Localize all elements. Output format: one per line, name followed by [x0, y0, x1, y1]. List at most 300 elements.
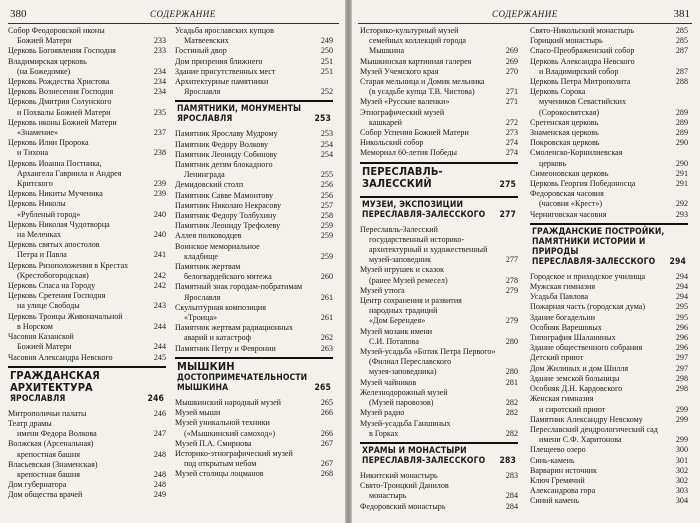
toc-entry-title: Старая мельница и Домик мельника — [360, 77, 485, 87]
toc-entry — [360, 316, 518, 326]
toc-entry-title: Музей утюга — [360, 285, 405, 295]
toc-entry — [360, 108, 518, 118]
toc-entry-page: 242 — [153, 270, 166, 280]
toc-entry-title: Памятник Леониду Трефолеву — [175, 221, 281, 231]
toc-entry — [530, 364, 688, 374]
toc-entry-title: Знаменская церковь — [530, 128, 599, 138]
toc-entry-page: 277 — [505, 255, 518, 265]
toc-entry-page: 287 — [675, 66, 688, 76]
toc-entry-title: Церковь Богоявления Господня — [8, 46, 116, 56]
toc-entry-title: (в усадьбе купца Т.В. Чистова) — [369, 87, 475, 97]
toc-entry — [530, 333, 688, 343]
toc-entry-title: Памятник Федору Волкову — [175, 139, 269, 149]
toc-entry-page: 271 — [505, 97, 518, 107]
toc-entry-title: Дом губернатора — [8, 480, 67, 490]
toc-entry-title: и Владимирский собор — [539, 66, 619, 76]
toc-entry-page: 249 — [153, 490, 166, 500]
toc-entry — [8, 169, 166, 179]
toc-entry-page: 271 — [505, 87, 518, 97]
toc-entry-title: Церковь Ризоположения в Крестах — [8, 260, 129, 270]
toc-entry — [175, 57, 333, 67]
toc-entry — [360, 138, 518, 148]
toc-entry-title: на улице Свободы — [17, 301, 80, 311]
toc-entry-page: 247 — [153, 429, 166, 439]
toc-entry-page: 282 — [505, 408, 518, 418]
toc-entry — [530, 496, 688, 506]
toc-entry — [530, 169, 688, 179]
toc-entry — [530, 302, 688, 312]
toc-entry — [175, 231, 333, 241]
toc-entry-title: Памятник детям блокадного — [175, 160, 273, 170]
toc-entry — [530, 405, 688, 415]
toc-entry-title: Здание земской больницы — [530, 373, 620, 383]
toc-entry-title: Никитский монастырь — [360, 470, 438, 480]
toc-entry-title: Федоровская часовня — [530, 189, 604, 199]
toc-entry-page: 289 — [675, 128, 688, 138]
toc-entry-title: народных традиций — [369, 306, 438, 316]
toc-entry-page: 302 — [675, 475, 688, 485]
toc-entry — [530, 148, 688, 158]
toc-entry-title: Церковь Иоанна Постника, — [8, 158, 102, 168]
toc-entry — [530, 343, 688, 353]
toc-entry-title: мучеников Севастийских — [539, 97, 626, 107]
toc-entry — [360, 367, 518, 377]
toc-entry — [8, 342, 166, 352]
toc-entry — [8, 353, 166, 363]
toc-entry-title: Волжская (Арсенальная) — [8, 439, 94, 449]
toc-entry-title: Церковь Никиты Мученика — [8, 189, 103, 199]
toc-entry — [530, 87, 688, 97]
toc-entry — [8, 250, 166, 260]
toc-entry-title: кладбище — [184, 251, 218, 261]
toc-entry-page: 279 — [505, 285, 518, 295]
toc-entry-page: 246 — [153, 408, 166, 418]
toc-entry-page: 234 — [153, 77, 166, 87]
toc-entry-page: 295 — [675, 312, 688, 322]
toc-entry-title: Церковь Илии Пророка — [8, 138, 89, 148]
toc-entry — [8, 87, 166, 97]
toc-entry-page: 297 — [675, 363, 688, 373]
toc-entry-title: Мемориал 60-летия Победы — [360, 148, 457, 158]
toc-entry-title: Здание богадельни — [530, 312, 596, 322]
toc-entry-title: (ранее Музей ремесел) — [369, 275, 448, 285]
toc-entry-title: Мужская гимназия — [530, 282, 596, 292]
toc-entry-title: Гостиный двор — [175, 46, 227, 56]
toc-entry-title: крепостная башня — [17, 469, 80, 479]
toc-entry — [175, 469, 333, 479]
toc-entry-page: 258 — [320, 211, 333, 221]
toc-entry-title: Музей-усадьба «Ботик Петра Первого» — [360, 347, 496, 357]
toc-entry — [360, 118, 518, 128]
toc-entry-page: 240 — [153, 230, 166, 240]
toc-entry — [360, 87, 518, 97]
toc-entry — [360, 471, 518, 481]
toc-entry — [8, 57, 166, 67]
toc-entry — [530, 128, 688, 138]
toc-entry-title: Дом общества врачей — [8, 490, 83, 500]
toc-entry-page: 290 — [675, 138, 688, 148]
toc-entry-page: 268 — [320, 469, 333, 479]
toc-entry — [8, 46, 166, 56]
toc-entry-title: Здание присутственных мест — [175, 66, 276, 76]
toc-entry-page: 235 — [153, 107, 166, 117]
toc-entry-page: 282 — [505, 398, 518, 408]
toc-entry-title: Синь-камень — [530, 455, 575, 465]
toc-entry-title: Музей радио — [360, 408, 405, 418]
toc-entry-title: Власьевская (Знаменская) — [8, 459, 98, 469]
toc-entry — [530, 189, 688, 199]
toc-entry-page: 304 — [675, 496, 688, 506]
toc-entry — [530, 179, 688, 189]
toc-entry-title: Церковь иконы Божией Матери — [8, 117, 117, 127]
toc-entry — [8, 301, 166, 311]
toc-entry — [175, 140, 333, 150]
toc-entry-page: 265 — [320, 397, 333, 407]
toc-entry-title: «Рубленый город» — [17, 209, 81, 219]
toc-entry-page: 288 — [675, 77, 688, 87]
toc-entry — [360, 265, 518, 275]
toc-entry-page: 256 — [320, 190, 333, 200]
toc-entry — [360, 225, 518, 235]
section-heading: МУЗЕИ, ЭКСПОЗИЦИИ ПЕРЕСЛАВЛЯ-ЗАЛЕССКОГО 277 — [360, 196, 518, 223]
toc-entry — [175, 46, 333, 56]
toc-entry — [360, 398, 518, 408]
toc-entry — [360, 128, 518, 138]
toc-entry — [360, 378, 518, 388]
toc-entry — [175, 129, 333, 139]
toc-entry-page: 292 — [675, 199, 688, 209]
toc-entry — [175, 418, 333, 428]
toc-entry-title: Мышкинская картинная галерея — [360, 56, 472, 66]
toc-entry — [175, 242, 333, 252]
toc-entry — [175, 201, 333, 211]
toc-entry-page: 293 — [675, 209, 688, 219]
toc-entry-title: Историко-культурный музей — [360, 26, 459, 35]
toc-entry-title: Памятник Леониду Собинову — [175, 149, 278, 159]
toc-entry — [175, 211, 333, 221]
toc-entry — [175, 333, 333, 343]
toc-column-left-2 — [175, 26, 333, 480]
toc-entry — [175, 344, 333, 354]
toc-entry — [530, 323, 688, 333]
toc-entry-title: «Знамение» — [17, 128, 59, 138]
toc-column-right-1 — [360, 26, 518, 512]
toc-entry — [8, 26, 166, 36]
toc-entry — [360, 419, 518, 429]
toc-entry — [8, 36, 166, 46]
toc-entry-page: 234 — [153, 87, 166, 97]
toc-entry — [530, 108, 688, 118]
toc-entry — [175, 170, 333, 180]
toc-entry-page: 269 — [505, 56, 518, 66]
section-heading: ГРАЖДАНСКИЕ ПОСТРОЙКИ, ПАМЯТНИКИ ИСТОРИИ И ПРИРОДЫ ПЕРЕСЛАВЛЯ-ЗАЛЕССКОГО 294 — [530, 223, 688, 270]
toc-entry-page: 244 — [153, 342, 166, 352]
toc-entry-title: (Филиал Переславского — [369, 357, 452, 367]
toc-entry-title: крепостная башня — [17, 449, 80, 459]
toc-entry-title: Переславль-Залесский — [360, 224, 438, 234]
toc-entry-title: Памятник жертвам — [175, 262, 241, 272]
toc-entry — [360, 327, 518, 337]
section-heading: МЫШКИН ДОСТОПРИМЕЧАТЕЛЬНОСТИ МЫШКИНА 265 — [175, 357, 333, 396]
toc-entry — [175, 282, 333, 292]
toc-entry-title: Церковь Сорока — [530, 87, 586, 97]
toc-entry-title: С.И. Потапова — [369, 336, 419, 346]
running-header: СОДЕРЖАНИЕ — [150, 9, 216, 19]
toc-entry — [8, 490, 166, 500]
toc-entry-title: Никольский собор — [360, 138, 424, 148]
toc-entry — [530, 159, 688, 169]
toc-entry — [8, 67, 166, 77]
toc-entry-title: Собор Успения Божией Матери — [360, 128, 469, 138]
toc-entry-title: Федоровский монастырь — [360, 501, 446, 511]
toc-entry — [8, 332, 166, 342]
toc-entry-title: Музей-усадьба Ганшиных — [360, 418, 451, 428]
toc-entry-page: 280 — [505, 367, 518, 377]
toc-entry — [530, 272, 688, 282]
toc-entry-title: Переславский дендрологический сад — [530, 424, 658, 434]
toc-entry-page: 234 — [153, 66, 166, 76]
toc-entry-title: Церковь Николая Чудотворца — [8, 219, 110, 229]
toc-entry-page: 299 — [675, 435, 688, 445]
toc-entry-page: 298 — [675, 373, 688, 383]
toc-entry-page: 239 — [153, 179, 166, 189]
toc-entry-title: Железнодорожный музей — [360, 387, 448, 397]
toc-entry — [175, 36, 333, 46]
toc-entry-title: Пожарная часть (городская дума) — [530, 302, 646, 312]
toc-entry-title: семейных коллекций города — [369, 36, 466, 46]
toc-entry-page: 248 — [153, 469, 166, 479]
toc-entry-title: Музей мыши — [175, 408, 221, 418]
toc-entry-page: 284 — [505, 491, 518, 501]
toc-entry — [360, 26, 518, 36]
toc-entry-title: Свято-Троицкий Данилов — [360, 481, 449, 491]
toc-entry-title: Церковь Спаса на Городу — [8, 281, 96, 291]
toc-entry-title: музей-заповедник — [369, 255, 432, 265]
toc-entry-title: в Норском — [17, 321, 53, 331]
toc-entry — [8, 189, 166, 199]
toc-entry-page: 267 — [320, 459, 333, 469]
toc-entry — [8, 281, 166, 291]
toc-entry-title: Мышкина — [369, 46, 405, 56]
toc-entry-page: 289 — [675, 117, 688, 127]
toc-entry-title: Часовня Александра Невского — [8, 352, 113, 362]
toc-entry-title: Здание общественного собрания — [530, 343, 643, 353]
toc-entry — [8, 97, 166, 107]
toc-entry-page: 301 — [675, 455, 688, 465]
toc-entry-title: Церковь Рождества Христова — [8, 77, 110, 87]
toc-entry-title: Демидовский столп — [175, 180, 244, 190]
toc-entry-page: 259 — [320, 221, 333, 231]
toc-entry-title: («Мышкинский самоход») — [184, 428, 276, 438]
toc-entry — [360, 235, 518, 245]
toc-entry-title: Типография Шаланиных — [530, 333, 616, 343]
toc-entry-title: «Дом Берендея» — [369, 316, 426, 326]
toc-entry-title: Ленинграда — [184, 170, 225, 180]
toc-entry-page: 273 — [505, 128, 518, 138]
toc-entry — [175, 313, 333, 323]
toc-entry — [360, 67, 518, 77]
toc-entry-page: 239 — [153, 189, 166, 199]
toc-entry — [175, 459, 333, 469]
toc-entry — [8, 108, 166, 118]
toc-entry — [360, 481, 518, 491]
toc-entry — [530, 374, 688, 384]
toc-entry-title: Памятник жертвам радиационных — [175, 323, 293, 333]
toc-entry-title: Памятник Петру и Февронии — [175, 343, 276, 353]
toc-entry — [175, 87, 333, 97]
toc-entry-page: 233 — [153, 46, 166, 56]
toc-entry — [8, 159, 166, 169]
toc-entry-title: Варварин источник — [530, 465, 597, 475]
toc-entry-title: Ярославля — [184, 292, 221, 302]
toc-entry-title: Центр сохранения и развития — [360, 296, 462, 306]
toc-entry — [360, 57, 518, 67]
toc-entry — [8, 429, 166, 439]
toc-entry-title: (часовня «Крест») — [539, 199, 603, 209]
toc-entry — [530, 210, 688, 220]
toc-entry-title: белогвардейского мятежа — [184, 272, 272, 282]
toc-entry — [530, 435, 688, 445]
toc-entry-page: 294 — [675, 292, 688, 302]
toc-entry-title: Сретенская церковь — [530, 117, 599, 127]
section-heading: ХРАМЫ И МОНАСТЫРИ ПЕРЕСЛАВЛЯ-ЗАЛЕССКОГО 283 — [360, 442, 518, 469]
toc-entry — [175, 272, 333, 282]
toc-entry-title: Музей «Русские валенки» — [360, 97, 450, 107]
toc-entry-page: 281 — [505, 377, 518, 387]
toc-entry — [530, 282, 688, 292]
toc-entry-page: 241 — [153, 250, 166, 260]
toc-entry-title: Церковь Петра Митрополита — [530, 77, 631, 87]
toc-entry-title: Александрова гора — [530, 486, 596, 496]
toc-entry-page: 285 — [675, 26, 688, 35]
toc-entry-page: 294 — [675, 282, 688, 292]
toc-entry — [8, 480, 166, 490]
toc-entry — [175, 293, 333, 303]
toc-entry — [175, 26, 333, 36]
toc-entry-page: 302 — [675, 465, 688, 475]
toc-entry-title: Ключ Гремячий — [530, 475, 585, 485]
toc-entry-title: музея-заповедника) — [369, 367, 437, 377]
toc-entry — [360, 97, 518, 107]
toc-entry — [8, 148, 166, 158]
toc-entry-page: 279 — [505, 316, 518, 326]
toc-entry — [8, 199, 166, 209]
toc-entry-page: 254 — [320, 149, 333, 159]
toc-entry — [8, 128, 166, 138]
toc-entry — [530, 486, 688, 496]
toc-entry — [530, 118, 688, 128]
left-page-header — [0, 8, 345, 22]
toc-entry-page: 296 — [675, 343, 688, 353]
toc-entry — [175, 252, 333, 262]
toc-entry-page: 237 — [153, 128, 166, 138]
toc-entry-title: аварий и катастроф — [184, 333, 251, 343]
toc-entry-page: 270 — [505, 66, 518, 76]
toc-entry — [530, 26, 688, 36]
toc-entry-page: 272 — [505, 117, 518, 127]
toc-entry-title: Архангела Гавриила и Андрея — [17, 168, 122, 178]
toc-entry — [8, 261, 166, 271]
toc-entry-title: Этнографический музей — [360, 107, 445, 117]
toc-entry-title: Памятный знак городам-побратимам — [175, 282, 303, 292]
toc-entry — [8, 312, 166, 322]
toc-entry — [530, 199, 688, 209]
toc-entry-title: Смоленско-Корнилиевская — [530, 148, 623, 158]
toc-entry — [8, 419, 166, 429]
toc-entry-title: и Похвалы Божией Матери — [17, 107, 111, 117]
toc-entry — [8, 230, 166, 240]
toc-entry — [8, 271, 166, 281]
toc-entry — [360, 255, 518, 265]
book-gutter — [345, 0, 352, 523]
toc-entry-title: Церковь Николы — [8, 199, 66, 209]
toc-entry-title: и Тихона — [17, 148, 49, 158]
toc-entry — [360, 245, 518, 255]
section-heading: ПАМЯТНИКИ, МОНУМЕНТЫ ЯРОСЛАВЛЯ 253 — [175, 100, 333, 127]
toc-entry-title: Особняк Варешовых — [530, 322, 602, 332]
toc-entry-title: Свято-Никольский монастырь — [530, 26, 634, 35]
toc-entry — [8, 179, 166, 189]
toc-entry — [175, 221, 333, 231]
toc-entry-title: на Меленках — [17, 230, 62, 240]
toc-entry-page: 274 — [505, 148, 518, 158]
toc-entry — [8, 118, 166, 128]
toc-entry-page: 278 — [505, 275, 518, 285]
toc-entry-page: 280 — [505, 336, 518, 346]
toc-entry — [8, 322, 166, 332]
toc-entry-page: 262 — [320, 333, 333, 343]
toc-entry — [175, 262, 333, 272]
toc-entry-page: 259 — [320, 231, 333, 241]
toc-entry — [530, 77, 688, 87]
toc-entry — [530, 476, 688, 486]
toc-entry-page: 303 — [675, 486, 688, 496]
toc-entry-title: Женская гимназия — [530, 394, 594, 404]
toc-entry-page: 240 — [153, 209, 166, 219]
toc-entry — [530, 46, 688, 56]
toc-entry-page: 291 — [675, 179, 688, 189]
toc-entry-title: Музей уникальной техники — [175, 418, 270, 428]
toc-entry-page: 266 — [320, 428, 333, 438]
toc-entry-page: 284 — [505, 501, 518, 511]
toc-entry — [530, 384, 688, 394]
toc-entry-title: Музей столицы лоцманов — [175, 469, 264, 479]
toc-entry-page: 291 — [675, 168, 688, 178]
toc-entry-page: 242 — [153, 281, 166, 291]
toc-entry-title: (Крестобогородская) — [17, 270, 89, 280]
toc-entry-page: 261 — [320, 313, 333, 323]
toc-entry-title: Музей П.А. Смирнова — [175, 438, 252, 448]
right-page — [352, 0, 700, 523]
section-heading: ПЕРЕСЛАВЛЬ-ЗАЛЕССКИЙ 275 — [360, 162, 518, 193]
toc-entry-page: 254 — [320, 139, 333, 149]
toc-entry-page: 294 — [675, 271, 688, 281]
toc-entry-title: Дом призрения ближнего — [175, 56, 263, 66]
toc-entry-title: Черниговская часовня — [530, 209, 607, 219]
toc-entry-title: Памятник Ярославу Мудрому — [175, 129, 278, 139]
toc-entry-title: Церковь Георгия Победоносца — [530, 179, 636, 189]
toc-entry — [360, 36, 518, 46]
toc-entry-title: Памятник Николаю Некрасову — [175, 200, 282, 210]
toc-entry-title: Музей мозаик имени — [360, 326, 433, 336]
toc-entry-page: 269 — [505, 46, 518, 56]
toc-entry — [175, 449, 333, 459]
toc-entry-title: Усадьба Павлова — [530, 292, 589, 302]
toc-entry-title: Синий камень — [530, 496, 579, 506]
toc-entry-title: Плещеево озеро — [530, 445, 586, 455]
toc-entry-page: 233 — [153, 36, 166, 46]
toc-entry — [360, 148, 518, 158]
